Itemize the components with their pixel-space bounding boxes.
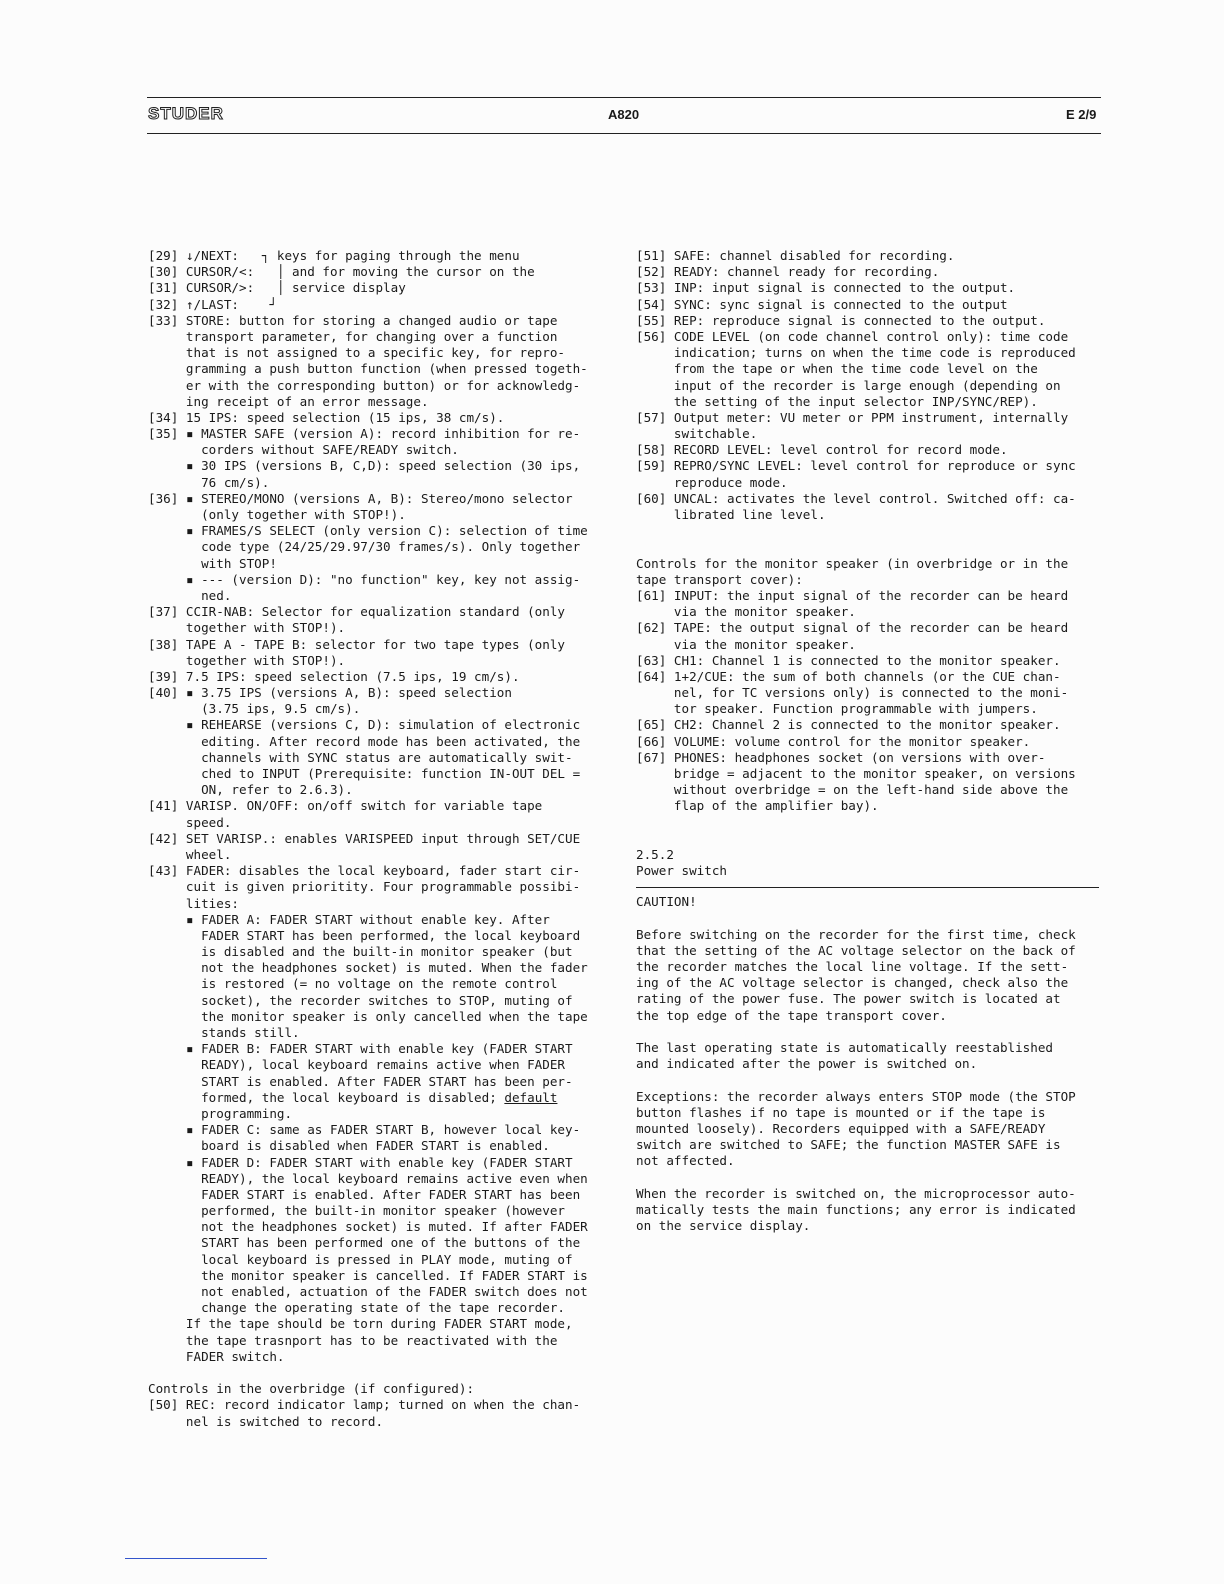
- text-line: [31] CURSOR/>: │ service display: [148, 280, 406, 296]
- text-line: [29] ↓/NEXT: ┐ keys for paging through the menu: [148, 248, 520, 263]
- text-line: [32] ↑/LAST: ┘: [148, 296, 277, 312]
- text-line: [66] VOLUME: volume control for the monitor speaker.: [636, 733, 1031, 749]
- text-line: Before switching on the recorder for the first time, check: [636, 926, 1076, 942]
- text-line: the monitor speaker is cancelled. If FADER START is: [148, 1267, 588, 1283]
- text-line: wheel.: [148, 846, 232, 862]
- text-line: ON, refer to 2.6.3).: [148, 782, 353, 798]
- left-column-text: [148, 248, 588, 1430]
- text-line: [56] CODE LEVEL (on code channel control only): time code: [636, 328, 1069, 344]
- text-line: not enabled, actuation of the FADER switch does not: [148, 1284, 588, 1299]
- page-number: E 2/9: [1066, 107, 1097, 122]
- text-line: [37] CCIR-NAB: Selector for equalization standard (only: [148, 604, 566, 620]
- text-line: [54] SYNC: sync signal is connected to the output: [636, 296, 1008, 312]
- text-line: the top edge of the tape transport cover.: [636, 1007, 947, 1023]
- text-line: not affected.: [636, 1153, 735, 1169]
- text-line: [636, 911, 1099, 927]
- text-line: [67] PHONES: headphones socket (on versions with over-: [636, 749, 1046, 765]
- text-line: on the service display.: [636, 1218, 811, 1234]
- text-line: [36] ▪ STEREO/MONO (versions A, B): Stereo/mono selector: [148, 490, 573, 506]
- text-line: ▪ REHEARSE (versions C, D): simulation of electronic: [148, 717, 581, 733]
- text-line: the setting of the input selector INP/SYNC/REP).: [636, 393, 1038, 409]
- text-line: switchable.: [636, 426, 758, 442]
- text-line: ▪ FRAMES/S SELECT (only version C): selection of time: [148, 523, 588, 539]
- text-line: matically tests the main functions; any error is indicated: [636, 1201, 1076, 1217]
- text-line: FADER START is enabled. After FADER START has been: [148, 1186, 581, 1202]
- text-line: that is not assigned to a specific key, for repro-: [148, 345, 566, 361]
- text-line: Controls in the overbridge (if configured):: [148, 1381, 475, 1397]
- text-line: ▪ FADER C: same as FADER START B, however local key-: [148, 1122, 581, 1138]
- text-line: 76 cm/s).: [148, 474, 270, 490]
- text-line: [59] REPRO/SYNC LEVEL: level control for reproduce or sync: [636, 458, 1076, 474]
- right-column-text: [636, 248, 1099, 1234]
- text-line: rating of the power fuse. The power switch is located at: [636, 991, 1061, 1007]
- text-line: [50] REC: record indicator lamp; turned on when the chan-: [148, 1397, 581, 1413]
- header-top-rule: [147, 97, 1101, 98]
- text-line: ing receipt of an error message.: [148, 393, 429, 409]
- text-line: [30] CURSOR/<: │ and for moving the cursor on the: [148, 264, 535, 280]
- text-line: ▪ FADER B: FADER START with enable key (FADER START: [148, 1041, 573, 1057]
- text-line: from the tape or when the time code level on the: [636, 361, 1038, 377]
- text-line: not the headphones socket) is muted. When the fader: [148, 960, 588, 976]
- text-line: CAUTION!: [636, 894, 697, 910]
- text-line: socket), the recorder switches to STOP, muting of: [148, 992, 573, 1008]
- text-line: [61] INPUT: the input signal of the recorder can be heard: [636, 587, 1069, 603]
- text-line: and indicated after the power is switched on.: [636, 1056, 978, 1072]
- header-bottom-rule: [147, 133, 1101, 134]
- text-line: [35] ▪ MASTER SAFE (version A): record inhibition for re-: [148, 426, 581, 442]
- text-line: [40] ▪ 3.75 IPS (versions A, B): speed selection: [148, 685, 512, 701]
- model-title: A820: [608, 107, 640, 122]
- text-line: mounted loosely). Recorders equipped with a SAFE/READY: [636, 1120, 1046, 1136]
- text-line: with STOP!: [148, 555, 277, 571]
- text-line: READY), the local keyboard remains active even when: [148, 1170, 588, 1186]
- text-line: [60] UNCAL: activates the level control. Switched off: ca-: [636, 490, 1076, 506]
- text-line: ched to INPUT (Prerequisite: function IN-OUT DEL =: [148, 766, 581, 781]
- text-line: [636, 523, 1099, 539]
- text-line: channels with SYNC status are automatically swit-: [148, 749, 573, 765]
- text-line: The last operating state is automatically reestablished: [636, 1040, 1054, 1055]
- text-line: Controls for the monitor speaker (in overbridge or in the: [636, 555, 1069, 571]
- text-line: [636, 1024, 1099, 1040]
- text-line: performed, the built-in monitor speaker (however: [148, 1203, 566, 1219]
- section-rule: [636, 887, 1099, 888]
- text-line: ▪ --- (version D): "no function" key, key not assig-: [148, 571, 581, 587]
- text-line: ing of the AC voltage selector is changed, check also the: [636, 975, 1069, 991]
- text-line: ned.: [148, 587, 232, 603]
- text-line: not the headphones socket) is muted. If after FADER: [148, 1219, 588, 1235]
- text-line: [65] CH2: Channel 2 is connected to the monitor speaker.: [636, 717, 1061, 733]
- text-line: [636, 1170, 1099, 1186]
- text-line: [51] SAFE: channel disabled for recording.: [636, 248, 955, 263]
- text-line: [636, 1072, 1099, 1088]
- text-line: is restored (= no voltage on the remote control: [148, 976, 558, 992]
- text-line: tor speaker. Function programmable with jumpers.: [636, 701, 1038, 717]
- text-line: If the tape should be torn during FADER START mode,: [148, 1316, 573, 1332]
- text-line: local keyboard is pressed in PLAY mode, muting of: [148, 1251, 573, 1267]
- text-line: bridge = adjacent to the monitor speaker, on versions: [636, 766, 1076, 781]
- text-line: flap of the amplifier bay).: [636, 798, 879, 814]
- text-line: [43] FADER: disables the local keyboard, fader start cir-: [148, 863, 581, 879]
- text-line: together with STOP!).: [148, 620, 346, 636]
- text-line: [636, 815, 1099, 831]
- text-line: [636, 831, 1099, 847]
- text-line: [148, 1365, 588, 1381]
- text-line: [41] VARISP. ON/OFF: on/off switch for variable tape: [148, 798, 543, 814]
- text-line: 2.5.2: [636, 846, 674, 862]
- text-line: [38] TAPE A - TAPE B: selector for two tape types (only: [148, 636, 566, 652]
- text-line: ▪ 30 IPS (versions B, C,D): speed selection (30 ips,: [148, 458, 581, 474]
- text-line: editing. After record mode has been activated, the: [148, 733, 581, 749]
- studer-logo: STUDER: [148, 104, 224, 123]
- text-line: [636, 539, 1099, 555]
- text-line: code type (24/25/29.97/30 frames/s). Only together: [148, 539, 581, 555]
- text-line: board is disabled when FADER START is enabled.: [148, 1138, 550, 1154]
- text-line: [53] INP: input signal is connected to the output.: [636, 280, 1016, 296]
- text-line: ▪ FADER A: FADER START without enable key. After: [148, 911, 550, 927]
- text-line: Exceptions: the recorder always enters STOP mode (the STOP: [636, 1088, 1076, 1104]
- text-line: [64] 1+2/CUE: the sum of both channels (or the CUE chan-: [636, 668, 1061, 684]
- text-line: via the monitor speaker.: [636, 636, 856, 652]
- text-line: START is enabled. After FADER START has been per-: [148, 1073, 573, 1089]
- text-line: tape transport cover):: [636, 571, 803, 587]
- text-line: READY), local keyboard remains active when FADER: [148, 1057, 566, 1073]
- underlined-word: default: [504, 1089, 558, 1105]
- text-line: stands still.: [148, 1025, 300, 1040]
- text-line: [33] STORE: button for storing a changed audio or tape: [148, 312, 558, 328]
- text-line: [42] SET VARISP.: enables VARISPEED input through SET/CUE: [148, 830, 581, 846]
- text-line: without overbridge = on the left-hand side above the: [636, 782, 1069, 798]
- text-line: formed, the local keyboard is disabled; default: [148, 1089, 558, 1105]
- text-line: librated line level.: [636, 507, 826, 522]
- text-line: gramming a push button function (when pressed togeth-: [148, 361, 588, 377]
- text-line: Power switch: [636, 863, 727, 879]
- text-line: [57] Output meter: VU meter or PPM instrument, internally: [636, 409, 1069, 425]
- text-line: the monitor speaker is only cancelled when the tape: [148, 1008, 588, 1024]
- text-line: cuit is given prioritity. Four programmable possibi-: [148, 879, 581, 895]
- text-line: [39] 7.5 IPS: speed selection (7.5 ips, 19 cm/s).: [148, 668, 520, 684]
- text-line: is disabled and the built-in monitor speaker (but: [148, 944, 573, 960]
- text-line: When the recorder is switched on, the microprocessor auto-: [636, 1185, 1076, 1201]
- text-line: [62] TAPE: the output signal of the recorder can be heard: [636, 620, 1069, 636]
- text-line: together with STOP!).: [148, 652, 346, 668]
- text-line: nel, for TC versions only) is connected to the moni-: [636, 685, 1069, 701]
- text-line: (3.75 ips, 9.5 cm/s).: [148, 701, 361, 717]
- text-line: [34] 15 IPS: speed selection (15 ips, 38 cm/s).: [148, 409, 505, 425]
- text-line: indication; turns on when the time code is reproduced: [636, 345, 1076, 361]
- text-line: FADER switch.: [148, 1348, 285, 1364]
- text-line: transport parameter, for changing over a function: [148, 328, 558, 344]
- footnote-rule: [125, 1558, 267, 1559]
- text-line: button flashes if no tape is mounted or if the tape is: [636, 1104, 1046, 1120]
- text-line: the tape trasnport has to be reactivated with the: [148, 1332, 558, 1348]
- text-line: speed.: [148, 814, 232, 830]
- text-line: programming.: [148, 1105, 293, 1121]
- text-line: er with the corresponding button) or for acknowledg-: [148, 377, 581, 393]
- text-line: corders without SAFE/READY switch.: [148, 442, 459, 458]
- text-line: ▪ FADER D: FADER START with enable key (FADER START: [148, 1154, 573, 1170]
- text-line: [63] CH1: Channel 1 is connected to the monitor speaker.: [636, 652, 1061, 668]
- text-line: [52] READY: channel ready for recording.: [636, 264, 940, 280]
- text-line: change the operating state of the tape recorder.: [148, 1300, 566, 1316]
- text-line: input of the recorder is large enough (depending on: [636, 377, 1061, 393]
- text-line: reproduce mode.: [636, 474, 788, 490]
- text-line: switch are switched to SAFE; the function MASTER SAFE is: [636, 1137, 1061, 1153]
- text-line: [58] RECORD LEVEL: level control for record mode.: [636, 442, 1008, 458]
- text-line: [55] REP: reproduce signal is connected to the output.: [636, 312, 1046, 328]
- text-line: FADER START has been performed, the local keyboard: [148, 927, 581, 943]
- text-line: via the monitor speaker.: [636, 604, 856, 620]
- text-line: that the setting of the AC voltage selector on the back of: [636, 942, 1076, 958]
- text-line: lities:: [148, 895, 239, 911]
- text-line: the recorder matches the local line voltage. If the sett-: [636, 959, 1069, 975]
- text-line: nel is switched to record.: [148, 1413, 384, 1429]
- text-line: (only together with STOP!).: [148, 507, 406, 522]
- text-line: START has been performed one of the buttons of the: [148, 1235, 581, 1251]
